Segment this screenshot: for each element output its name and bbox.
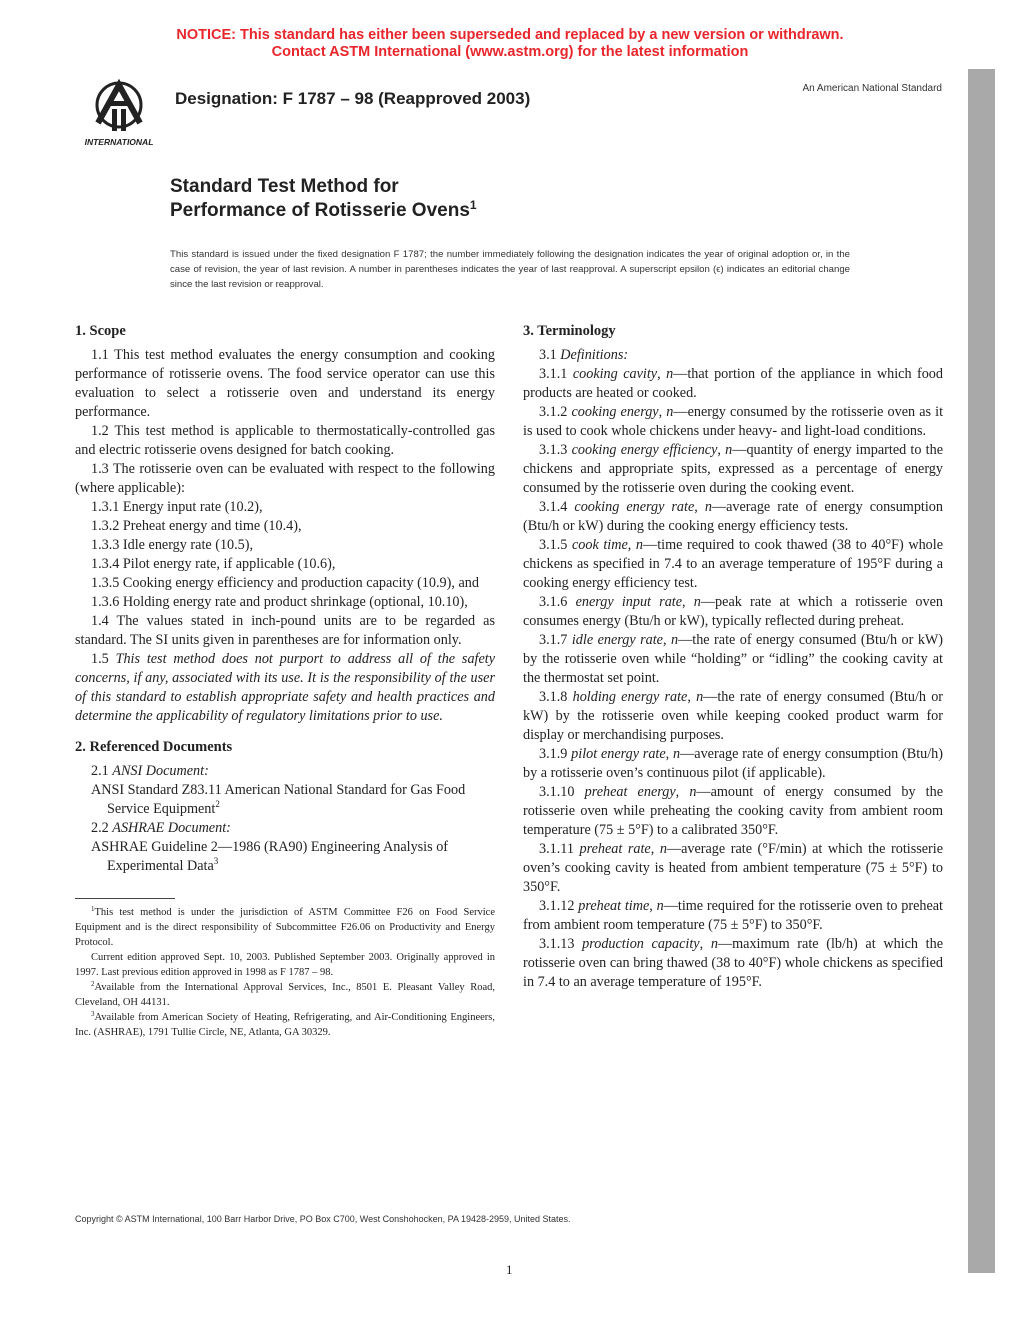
margin-bar: [968, 69, 995, 1273]
definition-item: 3.1.4 cooking energy rate, n—average rate of energy consumption (Btu/h or kW) during the cooking energy efficiency tests.: [523, 499, 943, 534]
definition-item: 3.1.7 idle energy rate, n—the rate of energy consumed (Btu/h or kW) by the rotisserie oven while “holding” or “idling” the cooking cavity at the thermostat set point.: [523, 632, 944, 686]
para-1-3-4: 1.3.4 Pilot energy rate, if applicable (10.6),: [91, 556, 336, 572]
astm-logo: [78, 75, 160, 149]
footnote-rule: [75, 898, 175, 899]
national-standard-label: An American National Standard: [802, 83, 942, 94]
definition-item: 3.1.13 production capacity, n—maximum rate (lb/h) at which the rotisserie oven can bring thawed (38 to 40°F) whole chickens as specified in 7.4 to an average temperature of 195°F.: [523, 936, 944, 990]
section-scope-heading: 1. Scope: [75, 323, 126, 339]
notice-line-1: NOTICE: This standard has either been superseded and replaced by a new version or withdrawn.: [176, 27, 844, 43]
right-column: [523, 322, 943, 992]
definitions-list: [523, 365, 943, 992]
para-2-2: 2.2 ASHRAE Document:: [91, 820, 231, 836]
para-1-3: 1.3 The rotisserie oven can be evaluated with respect to the following (where applicable):: [75, 461, 495, 496]
footnote-1-edition: Current edition approved Sept. 10, 2003. Published September 2003. Originally approved in 1997. Last previous edition approved in 1998 as F 1787 – 98.: [75, 952, 495, 978]
section-references-heading: 2. Referenced Documents: [75, 739, 233, 755]
definition-item: 3.1.1 cooking cavity, n—that portion of the appliance in which food products are heated or cooked.: [523, 366, 943, 401]
document-title: [170, 175, 477, 223]
definition-item: 3.1.5 cook time, n—time required to cook thawed (38 to 40°F) whole chickens as specified in 7.4 to an average temperature of 195°F during a cooking energy efficiency test.: [523, 537, 944, 591]
footnote-2: $^2$Available from the International Approval Services, Inc., 8501 E. Pleasant Valley Road, Cleveland, OH 44131.: [75, 980, 495, 1008]
para-1-2: 1.2 This test method is applicable to thermostatically-controlled gas and electric rotisserie ovens designed for batch cooking.: [75, 423, 495, 458]
designation-note: This standard is issued under the fixed designation F 1787; the number immediately following the designation indicates the year of original adoption or, in the case of revision, the year of last revision. A number in parentheses indicates the year of last reapproval. A superscript epsilon (ϵ) indicates an editorial change since the last revision or reapproval.: [170, 249, 850, 290]
para-1-1: 1.1 This test method evaluates the energy consumption and cooking performance of rotisserie ovens. The food service operator can use this evaluation to select a rotisserie oven and understand its energy performance.: [75, 347, 495, 420]
ashrae-reference: ASHRAE Guideline 2—1986 (RA90) Engineering Analysis of Experimental Data$^3$: [91, 839, 449, 874]
footnote-3: $^3$Available from American Society of Heating, Refrigerating, and Air-Conditioning Engineers, Inc. (ASHRAE), 1791 Tullie Circle, NE, Atlanta, GA 30329.: [75, 1010, 495, 1038]
para-1-3-1: 1.3.1 Energy input rate (10.2),: [91, 499, 263, 515]
para-1-5: 1.5 This test method does not purport to address all of the safety concerns, if any, associated with its use. It is the responsibility of the user of this standard to establish appropriate safety and health practices and determine the applicability of regulatory limitations prior to use.: [75, 651, 496, 724]
definition-item: 3.1.12 preheat time, n—time required for the rotisserie oven to preheat from ambient room temperature (75 ± 5°F) to 350°F.: [523, 898, 943, 933]
para-1-3-5: 1.3.5 Cooking energy efficiency and production capacity (10.9), and: [91, 575, 479, 591]
title-line-1: Standard Test Method for: [170, 176, 399, 197]
definition-item: 3.1.9 pilot energy rate, n—average rate of energy consumption (Btu/h) by a rotisserie oven’s continuous pilot (if applicable).: [523, 746, 943, 781]
para-3-1: 3.1 Definitions:: [539, 347, 629, 363]
logo-label: INTERNATIONAL: [84, 137, 154, 147]
withdrawal-notice: [0, 27, 1020, 61]
page-number: 1: [506, 1262, 513, 1277]
title-line-2: Performance of Rotisserie Ovens$^1$: [170, 198, 477, 221]
footnote-1: $^1$This test method is under the jurisdiction of ASTM Committee F26 on Food Service Equipment and is the direct responsibility of Subcommittee F26.06 on Productivity and Energy Protocol.: [75, 905, 495, 948]
definition-item: 3.1.10 preheat energy, n—amount of energy consumed by the rotisserie oven while preheating the cooking cavity from ambient room temperature (75 ± 5°F) to a calibrated 350°F.: [523, 784, 944, 838]
para-2-1: 2.1 ANSI Document:: [91, 763, 209, 779]
para-1-3-2: 1.3.2 Preheat energy and time (10.4),: [91, 518, 302, 534]
notice-line-2: Contact ASTM International (www.astm.org) for the latest information: [271, 44, 749, 60]
ansi-reference: ANSI Standard Z83.11 American National Standard for Gas Food Service Equipment$^2$: [91, 782, 466, 817]
definition-item: 3.1.6 energy input rate, n—peak rate at which a rotisserie oven consumes energy (Btu/h or kW), typically reflected during preheat.: [523, 594, 943, 629]
designation: Designation: F 1787 – 98 (Reapproved 2003): [175, 89, 531, 108]
section-terminology-heading: 3. Terminology: [523, 323, 616, 339]
left-column: [75, 322, 495, 1040]
definition-item: 3.1.3 cooking energy efficiency, n—quantity of energy imparted to the chickens and appropriate spits, expressed as a percentage of energy consumed by the rotisserie oven during the cooking event.: [523, 442, 944, 496]
definition-item: 3.1.11 preheat rate, n—average rate (°F/min) at which the rotisserie oven’s cooking cavity is heated from ambient temperature (75 ± 5°F) to 350°F.: [523, 841, 943, 895]
para-1-4: 1.4 The values stated in inch-pound units are to be regarded as standard. The SI units given in parentheses are for information only.: [75, 613, 495, 648]
copyright: Copyright © ASTM International, 100 Barr Harbor Drive, PO Box C700, West Conshohocken, PA 19428-2959, United States.: [75, 1214, 571, 1224]
para-1-3-6: 1.3.6 Holding energy rate and product shrinkage (optional, 10.10),: [91, 594, 468, 610]
definition-item: 3.1.8 holding energy rate, n—the rate of energy consumed (Btu/h or kW) by the rotisserie oven while keeping cooked product warm for display or merchandising purposes.: [523, 689, 944, 743]
definition-item: 3.1.2 cooking energy, n—energy consumed by the rotisserie oven as it is used to cook whole chickens under heavy- and light-load conditions.: [523, 404, 944, 439]
para-1-3-3: 1.3.3 Idle energy rate (10.5),: [91, 537, 254, 553]
